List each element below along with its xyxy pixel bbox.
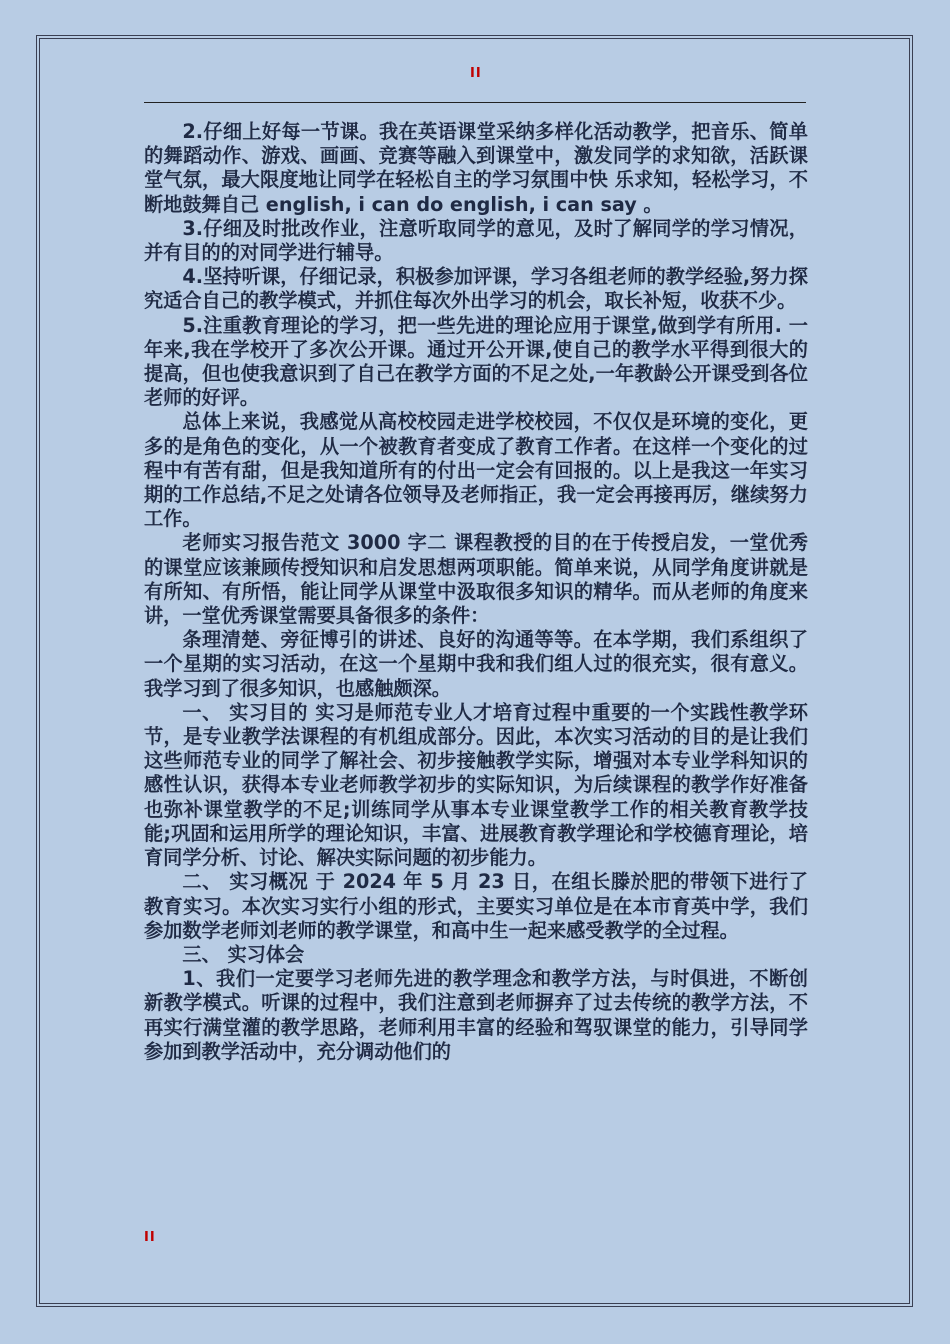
paragraph: 总体上来说，我感觉从高校校园走进学校校园，不仅仅是环境的变化，更多的是角色的变化，从一个被教育者变成了教育工作者。在这样一个变化的过程中有苦有甜，但是我知道所有的付出一定会有回报的。以上是我这一年实习期的工作总结,不足之处请各位领导及老师指正，我一定会再接再厉，继续努力工作。 [144,410,808,531]
header-mark: II [470,66,482,81]
paragraph: 2.仔细上好每一节课。我在英语课堂采纳多样化活动教学，把音乐、简单的舞蹈动作、游戏、画画、竞赛等融入到课堂中，激发同学的求知欲，活跃课堂气氛，最大限度地让同学在轻松自主的学习氛围中快 乐求知，轻松学习，不断地鼓舞自己 english, i can do english, i can say 。 [144,120,808,216]
paragraph: 4.坚持听课，仔细记录，积极参加评课，学习各组老师的教学经验,努力探究适合自己的教学模式，并抓住每次外出学习的机会，取长补短，收获不少。 [144,265,808,313]
paragraph: 3.仔细及时批改作业，注意听取同学的意见，及时了解同学的学习情况，并有目的的对同学进行辅导。 [144,216,808,265]
paragraph: 5.注重教育理论的学习，把一些先进的理论应用于课堂,做到学有所用. 一年来,我在学校开了多次公开课。通过开公开课,使自己的教学水平得到很大的提高，但也使我意识到了自己在教学方面的不足之处,一年教龄公开课受到各位老师的好评。 [144,313,808,410]
header-divider [144,102,806,103]
footer-mark: II [144,1230,156,1245]
document-body [144,120,808,1064]
paragraph: 1、我们一定要学习老师先进的教学理念和教学方法，与时俱进，不断创新教学模式。听课的过程中，我们注意到老师摒弃了过去传统的教学方法，不再实行满堂灌的教学思路，老师利用丰富的经验和驾驭课堂的能力，引导同学参加到教学活动中，充分调动他们的 [144,967,808,1063]
paragraph: 二、 实习概况 于 2024 年 5 月 23 日，在组长滕於肥的带领下进行了教育实习。本次实习实行小组的形式，主要实习单位是在本市育英中学，我们参加数学老师刘老师的教学课堂，和高中生一起来感受教学的全过程。 [144,870,808,942]
section-heading: 三、 实习体会 [182,942,305,966]
paragraph: 条理清楚、旁征博引的讲述、良好的沟通等等。在本学期，我们系组织了一个星期的实习活动，在这一个星期中我和我们组人过的很充实，很有意义。我学习到了很多知识，也感触颇深。 [144,628,808,700]
paragraph: 一、 实习目的 实习是师范专业人才培育过程中重要的一个实践性教学环节，是专业教学法课程的有机组成部分。因此，本次实习活动的目的是让我们这些师范专业的同学了解社会、初步接触教学实际，增强对本专业学科知识的感性认识，获得本专业老师教学初步的实际知识，为后续课程的教学作好准备也弥补课堂教学的不足;训练同学从事本专业课堂教学工作的相关教育教学技能;巩固和运用所学的理论知识，丰富、进展教育教学理论和学校德育理论，培育同学分析、讨论、解决实际问题的初步能力。 [144,700,808,870]
paragraph: 老师实习报告范文 3000 字二 课程教授的目的在于传授启发，一堂优秀的课堂应该兼顾传授知识和启发思想两项职能。简单来说，从同学角度讲就是有所知、有所悟，能让同学从课堂中汲取很多知识的精华。而从老师的角度来讲，一堂优秀课堂需要具备很多的条件： [144,531,808,628]
